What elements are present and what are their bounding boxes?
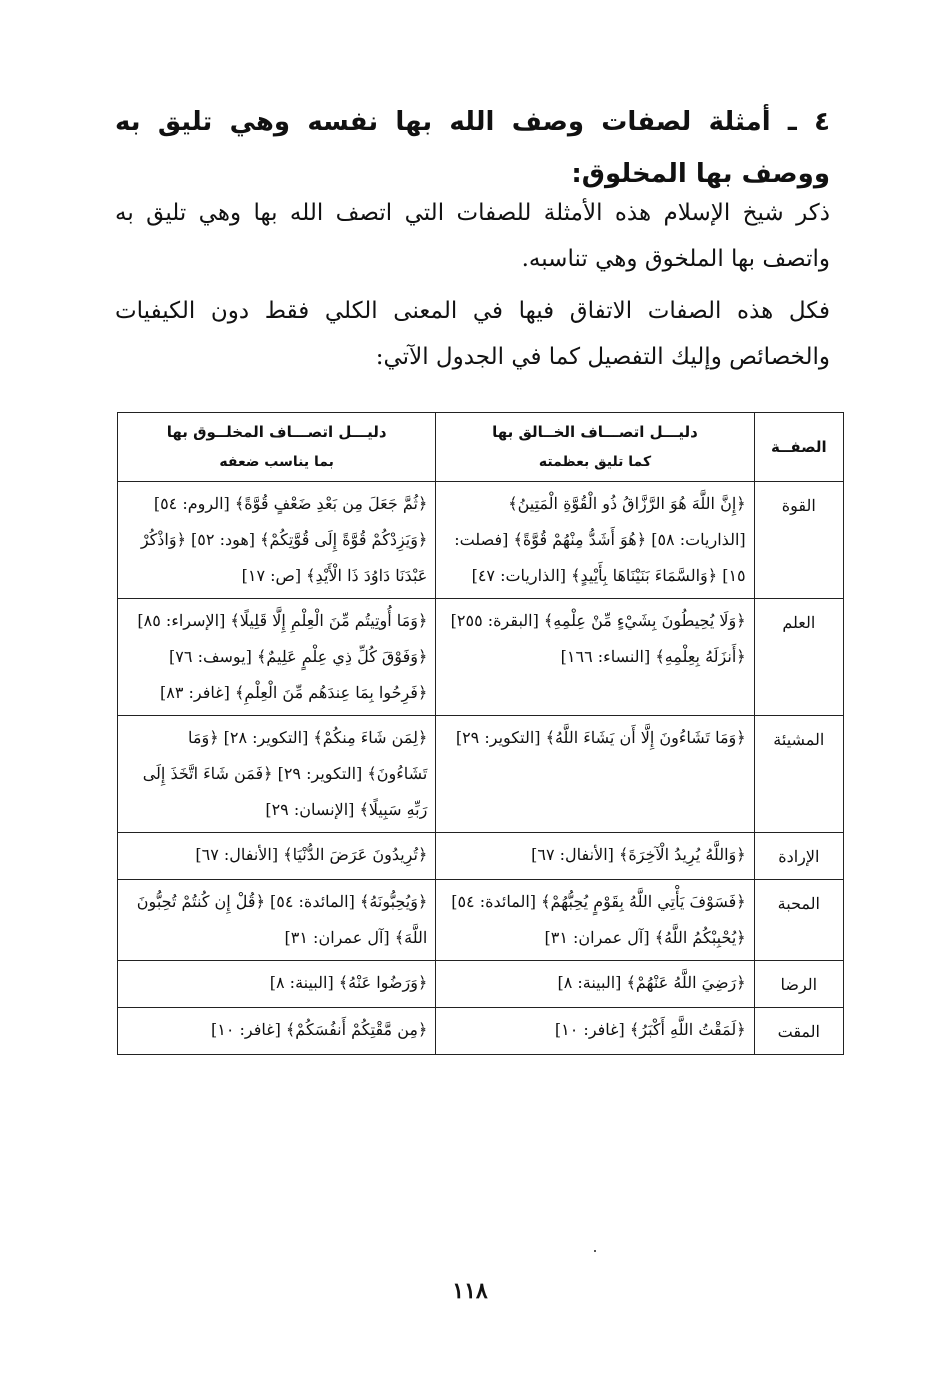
table-row xyxy=(118,599,844,716)
row-attribute: المحبة xyxy=(754,880,843,961)
header-attribute: الصفــة xyxy=(754,413,843,482)
row-attribute: المقت xyxy=(754,1008,843,1055)
row-attribute: الإرادة xyxy=(754,833,843,880)
paragraph-2: فكل هذه الصفات الاتفاق فيها في المعنى الكلي فقط دون الكيفيات والخصائص وإليك التفصيل كما في الجدول الآتي: xyxy=(115,298,830,370)
header-creator-subtitle: كما تليق بعظمته xyxy=(538,454,652,470)
attributes-table xyxy=(117,412,844,1055)
row-attribute: القوة xyxy=(754,482,843,599)
header-creator-title: دليـــل اتصـــاف الخــالق بها xyxy=(492,423,698,441)
row-creator-evidence: ﴿رَضِيَ اللَّهُ عَنْهُمْ﴾ [البينة: ٨] xyxy=(436,961,754,1008)
row-created-evidence: ﴿وَيُحِبُّونَهُ﴾ [المائدة: ٥٤] ﴿قُلْ إِن كُنتُمْ تُحِبُّونَ اللَّهَ﴾ [آل عمران: ٣١] xyxy=(118,880,436,961)
header-created xyxy=(118,413,436,482)
paragraph-1: ذكر شيخ الإسلام هذه الأمثلة للصفات التي اتصف الله بها وهي تليق به واتصف بها الملخوق وهي تناسبه. xyxy=(115,200,830,272)
row-creator-evidence: ﴿فَسَوْفَ يَأْتِي اللَّهُ بِقَوْمٍ يُحِبُّهُمْ﴾ [المائدة: ٥٤] ﴿يُحْبِبْكُمُ اللَّهُ﴾ [آل عمران: ٣١] xyxy=(436,880,754,961)
row-creator-evidence: ﴿لَمَقْتُ اللَّهِ أَكْبَرُ﴾ [غافر: ١٠] xyxy=(436,1008,754,1055)
row-created-evidence: ﴿ثُمَّ جَعَلَ مِن بَعْدِ ضَعْفٍ قُوَّةً﴾ [الروم: ٥٤] ﴿وَيَزِدْكُمْ قُوَّةً إِلَى قُوَّتِكُمْ﴾ [هود: ٥٢] ﴿وَاذْكُرْ عَبْدَنَا دَاوُدَ ذَا الْأَيْدِ﴾ [ص: ١٧] xyxy=(118,482,436,599)
row-attribute: الرضا xyxy=(754,961,843,1008)
table-header-row xyxy=(118,413,844,482)
page-number: ١١٨ xyxy=(452,1278,488,1304)
header-created-title: دليـــل اتصـــاف المخلــوق بها xyxy=(166,423,387,441)
row-created-evidence: ﴿مِن مَّقْتِكُمْ أَنفُسَكُمْ﴾ [غافر: ١٠] xyxy=(118,1008,436,1055)
row-created-evidence: ﴿وَمَا أُوتِيتُم مِّنَ الْعِلْمِ إِلَّا قَلِيلًا﴾ [الإسراء: ٨٥] ﴿وَفَوْقَ كُلِّ ذِي عِلْمٍ عَلِيمٌ﴾ [يوسف: ٧٦] ﴿فَرِحُوا بِمَا عِندَهُم مِّنَ الْعِلْمِ﴾ [غافر: ٨٣] xyxy=(118,599,436,716)
row-attribute: المشيئة xyxy=(754,716,843,833)
table-row xyxy=(118,833,844,880)
header-created-subtitle: بما يناسب ضعفه xyxy=(219,454,334,470)
header-creator xyxy=(436,413,754,482)
table-row xyxy=(118,961,844,1008)
row-created-evidence: ﴿وَرَضُوا عَنْهُ﴾ [البينة: ٨] xyxy=(118,961,436,1008)
row-creator-evidence: ﴿وَمَا تَشَاءُونَ إِلَّا أَن يَشَاءَ اللَّهُ﴾ [التكوير: ٢٩] xyxy=(436,716,754,833)
row-created-evidence: ﴿لِمَن شَاءَ مِنكُمْ﴾ [التكوير: ٢٨] ﴿وَمَا تَشَاءُونَ﴾ [التكوير: ٢٩] ﴿فَمَن شَاءَ اتَّخَذَ إِلَى رَبِّهِ سَبِيلًا﴾ [الإنسان: ٢٩] xyxy=(118,716,436,833)
row-creator-evidence: ﴿وَلَا يُحِيطُونَ بِشَيْءٍ مِّنْ عِلْمِهِ﴾ [البقرة: ٢٥٥] ﴿أَنزَلَهُ بِعِلْمِهِ﴾ [النساء: ١٦٦] xyxy=(436,599,754,716)
table-row xyxy=(118,716,844,833)
row-creator-evidence: ﴿إِنَّ اللَّهَ هُوَ الرَّزَّاقُ ذُو الْقُوَّةِ الْمَتِينُ﴾ [الذاريات: ٥٨] ﴿هُوَ أَشَدُّ مِنْهُمْ قُوَّةً﴾ [فصلت: ١٥] ﴿وَالسَّمَاءَ بَنَيْنَاهَا بِأَيْيدٍ﴾ [الذاريات: ٤٧] xyxy=(436,482,754,599)
print-speck xyxy=(594,1250,596,1252)
table-row xyxy=(118,1008,844,1055)
row-created-evidence: ﴿تُرِيدُونَ عَرَضَ الدُّنْيَا﴾ [الأنفال: ٦٧] xyxy=(118,833,436,880)
row-creator-evidence: ﴿وَاللَّهُ يُرِيدُ الْآخِرَةَ﴾ [الأنفال: ٦٧] xyxy=(436,833,754,880)
table-row xyxy=(118,880,844,961)
table-row xyxy=(118,482,844,599)
section-heading: ٤ ـ أمثلة لصفات وصف الله بها نفسه وهي تليق به ووصف بها المخلوق: xyxy=(115,107,830,189)
row-attribute: العلم xyxy=(754,599,843,716)
